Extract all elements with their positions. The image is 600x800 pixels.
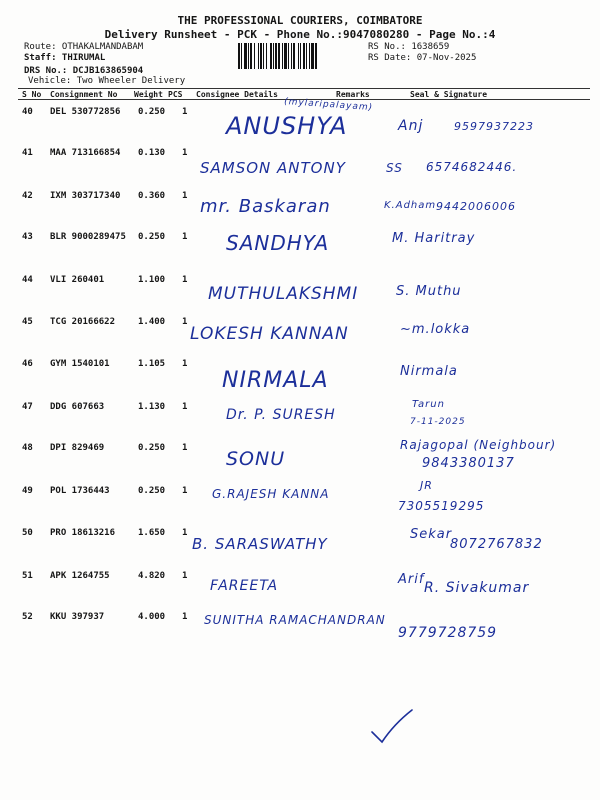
signature-phone-handwriting: 9843380137 [422, 456, 515, 471]
row-sno: 49 [22, 486, 33, 496]
checkmark-icon [368, 706, 416, 746]
consignee-handwriting: ANUSHYA [226, 112, 348, 140]
consignee-handwriting: B. SARASWATHY [192, 535, 328, 553]
row-sno: 44 [22, 275, 33, 285]
row-weight: 1.650 [138, 528, 166, 538]
barcode-bar [282, 43, 283, 69]
table-row [0, 436, 600, 478]
drs-number: DRS No.: DCJB163865904 [24, 66, 144, 76]
barcode-bar [293, 43, 295, 69]
table-row [0, 564, 600, 606]
consignee-handwriting: SONU [226, 448, 286, 470]
consignee-handwriting: SUNITHA RAMACHANDRAN [204, 613, 386, 627]
consignee-note-handwriting: (mylaripalayam) [283, 96, 374, 114]
table-row [0, 96, 600, 142]
rs-number: RS No.: 1638659 [368, 42, 450, 52]
barcode-bar [315, 43, 317, 69]
barcode-bar [254, 43, 255, 69]
barcode-bar [241, 43, 242, 69]
rs-date: RS Date: 07-Nov-2025 [368, 53, 477, 63]
vehicle-text: Vehicle: Two Wheeler Delivery [28, 76, 186, 86]
row-pcs: 1 [182, 528, 188, 538]
barcode-bar [288, 43, 289, 69]
row-consignment-no: DDG 607663 [50, 402, 105, 412]
row-pcs: 1 [182, 275, 188, 285]
consignee-handwriting: LOKESH KANNAN [190, 324, 349, 344]
row-pcs: 1 [182, 612, 188, 622]
row-sno: 46 [22, 359, 33, 369]
row-sno: 51 [22, 571, 33, 581]
runsheet-title: Delivery Runsheet - PCK - Phone No.:9047080280 - Page No.:4 [104, 28, 496, 41]
signature-handwriting: S. Muthu [396, 284, 462, 299]
table-row [0, 395, 600, 437]
row-sno: 43 [22, 232, 33, 242]
row-consignment-no: PRO 18613216 [50, 528, 116, 538]
signature-phone-handwriting: R. Sivakumar [424, 580, 530, 596]
row-pcs: 1 [182, 571, 188, 581]
row-consignment-no: IXM 303717340 [50, 191, 121, 201]
row-pcs: 1 [182, 486, 188, 496]
row-sno: 42 [22, 191, 33, 201]
row-sno: 50 [22, 528, 33, 538]
col-pcs-header: PCS [168, 90, 183, 99]
row-weight: 4.000 [138, 612, 166, 622]
col-sno-header: S No [22, 90, 42, 99]
row-consignment-no: MAA 713166854 [50, 148, 121, 158]
row-sno: 40 [22, 107, 33, 117]
consignee-handwriting: SAMSON ANTONY [200, 159, 346, 177]
row-sno: 47 [22, 402, 33, 412]
signature-phone-handwriting: 9597937223 [454, 120, 534, 133]
signature-handwriting: Nirmala [400, 364, 458, 379]
col-consignee-header: Consignee Details [196, 90, 278, 99]
barcode-bar [260, 43, 262, 69]
row-consignment-no: TCG 20166622 [50, 317, 116, 327]
table-row [0, 352, 600, 394]
row-consignment-no: KKU 397937 [50, 612, 105, 622]
row-weight: 0.250 [138, 486, 166, 496]
row-consignment-no: DEL 530772856 [50, 107, 121, 117]
row-consignment-no: APK 1264755 [50, 571, 110, 581]
col-seal-header: Seal & Signature [410, 90, 488, 99]
signature-phone-handwriting: 9779728759 [398, 625, 498, 641]
row-consignment-no: VLI 260401 [50, 275, 105, 285]
row-pcs: 1 [182, 402, 188, 412]
table-row [0, 184, 600, 226]
table-row [0, 521, 600, 563]
barcode-bar [275, 43, 277, 69]
table-row [0, 268, 600, 310]
signature-phone-handwriting: 7-11-2025 [410, 417, 466, 427]
barcode-bar [309, 43, 310, 69]
table-row [0, 225, 600, 267]
header-top-rule [18, 88, 590, 89]
consignee-handwriting: mr. Baskaran [200, 196, 331, 217]
table-row [0, 141, 600, 183]
col-consignment-header: Consignment No [50, 90, 118, 99]
row-pcs: 1 [182, 191, 188, 201]
row-pcs: 1 [182, 107, 188, 117]
row-pcs: 1 [182, 317, 188, 327]
barcode-bar [273, 43, 274, 69]
row-sno: 48 [22, 443, 33, 453]
barcode-bar [266, 43, 267, 69]
barcode-bar [263, 43, 264, 69]
barcode-bar [238, 43, 240, 69]
barcode-bar [306, 43, 307, 69]
table-row [0, 479, 600, 521]
row-consignment-no: GYM 1540101 [50, 359, 110, 369]
barcode-bar [284, 43, 287, 69]
consignee-handwriting: NIRMALA [222, 368, 329, 393]
col-weight-header: Weight [134, 90, 163, 99]
signature-handwriting: Arif [398, 572, 425, 587]
barcode-bar [311, 43, 314, 69]
barcode-bar [244, 43, 247, 69]
row-weight: 0.360 [138, 191, 166, 201]
barcode-bar [298, 43, 299, 69]
row-weight: 1.100 [138, 275, 166, 285]
signature-handwriting: Sekar [410, 527, 453, 542]
barcode-bar [291, 43, 292, 69]
barcode-bar [250, 43, 252, 69]
barcode-bar [303, 43, 305, 69]
row-pcs: 1 [182, 232, 188, 242]
signature-handwriting: JR [420, 479, 433, 492]
company-title: THE PROFESSIONAL COURIERS, COIMBATORE [177, 14, 423, 27]
signature-phone-handwriting: 6574682446. [426, 160, 518, 174]
signature-handwriting: Rajagopal (Neighbour) [400, 438, 557, 452]
row-weight: 0.250 [138, 443, 166, 453]
row-consignment-no: POL 1736443 [50, 486, 110, 496]
signature-phone-handwriting: 7305519295 [398, 499, 485, 513]
signature-phone-handwriting: 9442006006 [436, 200, 516, 213]
row-weight: 4.820 [138, 571, 166, 581]
signature-handwriting: SS [386, 161, 403, 175]
consignee-handwriting: MUTHULAKSHMI [208, 284, 359, 304]
consignee-handwriting: SANDHYA [226, 231, 330, 255]
row-weight: 0.250 [138, 107, 166, 117]
row-pcs: 1 [182, 148, 188, 158]
barcode-image [238, 43, 364, 69]
row-consignment-no: DPI 829469 [50, 443, 105, 453]
table-row [0, 605, 600, 647]
signature-handwriting: M. Haritray [392, 231, 476, 246]
consignee-handwriting: G.RAJESH KANNA [212, 487, 330, 501]
row-pcs: 1 [182, 443, 188, 453]
row-sno: 45 [22, 317, 33, 327]
barcode-bar [258, 43, 259, 69]
signature-handwriting: Anj [398, 118, 424, 134]
signature-handwriting: Tarun [412, 399, 445, 410]
signature-handwriting: ~m.lokka [400, 322, 471, 337]
consignee-handwriting: FAREETA [210, 578, 279, 594]
row-weight: 1.105 [138, 359, 166, 369]
table-row [0, 310, 600, 352]
row-weight: 1.400 [138, 317, 166, 327]
row-weight: 0.130 [138, 148, 166, 158]
signature-phone-handwriting: 8072767832 [450, 537, 543, 552]
row-pcs: 1 [182, 359, 188, 369]
signature-handwriting: K.Adham [384, 200, 437, 211]
barcode-bar [278, 43, 280, 69]
staff-text: Staff: THIRUMAL [24, 53, 106, 63]
row-weight: 0.250 [138, 232, 166, 242]
row-sno: 52 [22, 612, 33, 622]
barcode-bar [248, 43, 249, 69]
row-sno: 41 [22, 148, 33, 158]
route-text: Route: OTHAKALMANDABAM [24, 42, 144, 52]
barcode-bar [300, 43, 301, 69]
consignee-handwriting: Dr. P. SURESH [226, 407, 336, 423]
col-remarks-header: Remarks [336, 90, 370, 99]
barcode-bar [270, 43, 272, 69]
row-consignment-no: BLR 9000289475 [50, 232, 126, 242]
row-weight: 1.130 [138, 402, 166, 412]
